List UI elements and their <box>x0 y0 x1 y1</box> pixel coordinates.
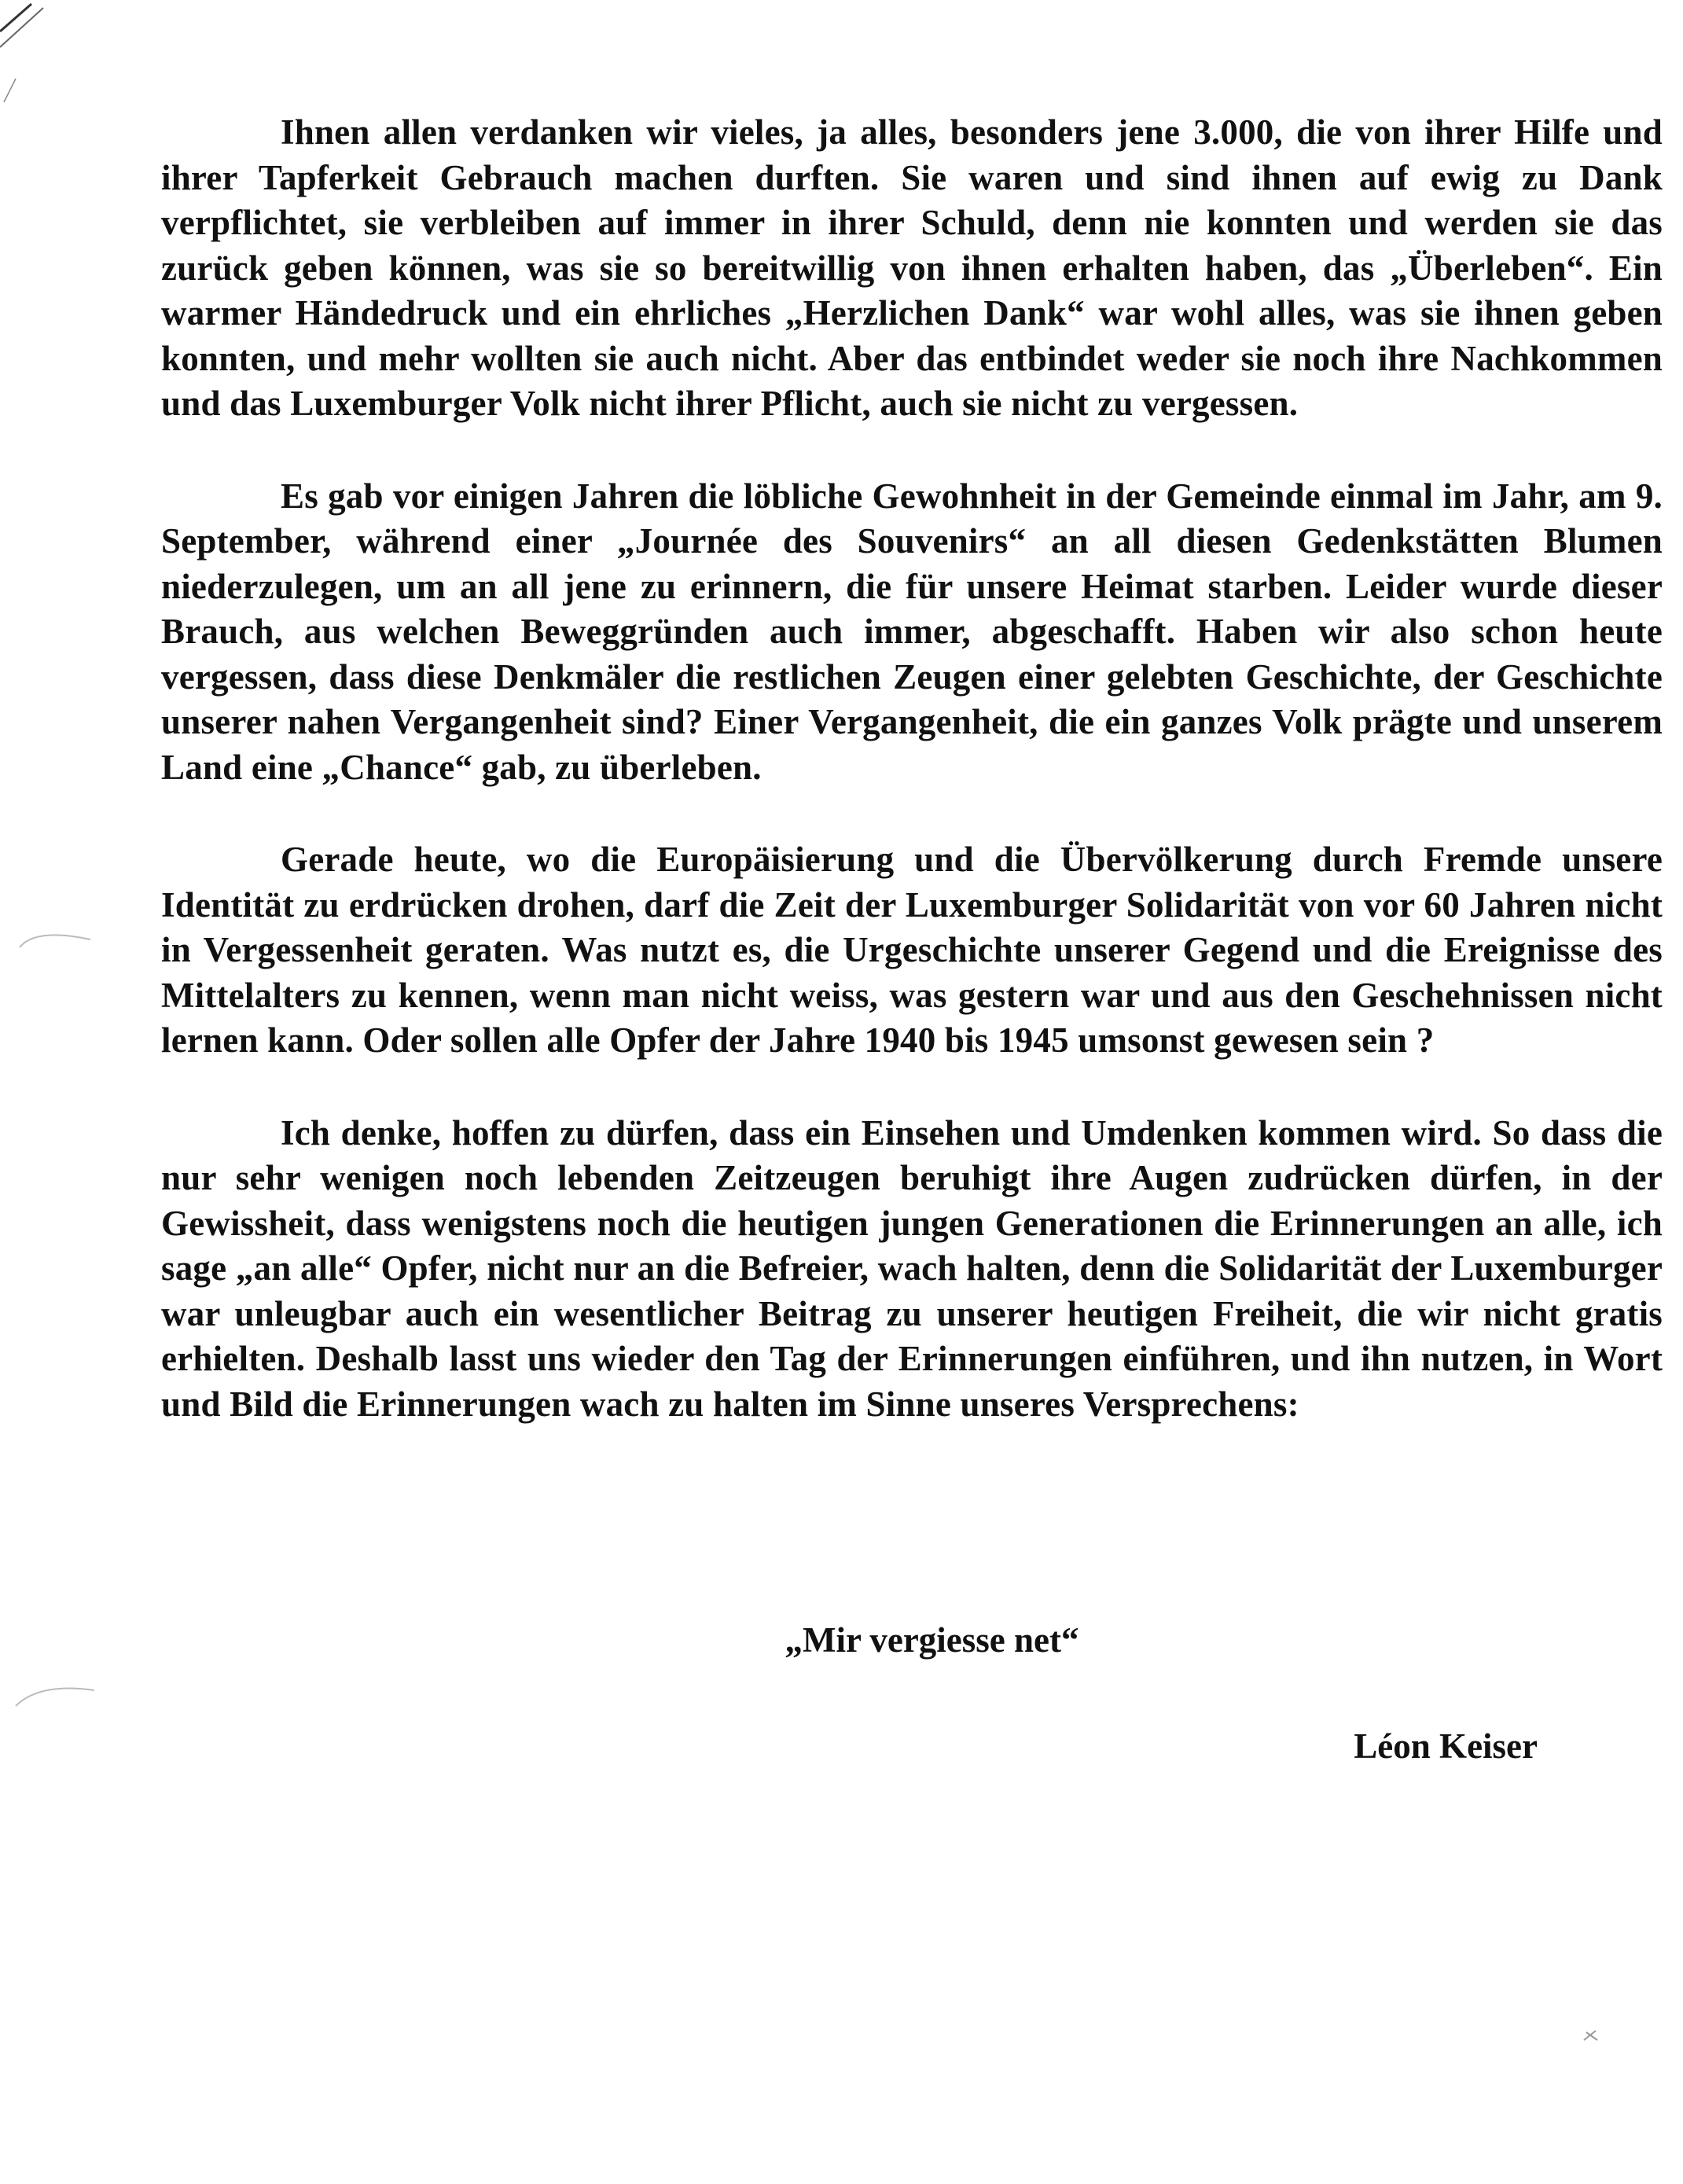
paragraph-1: Ihnen allen verdanken wir vieles, ja alles, besonders jene 3.000, die von ihrer Hilfe und ihrer Tapferkeit Gebrauch machen durften. Sie waren und sind ihnen auf ewig zu Dank verpflichtet, sie verbleiben auf immer in ihrer Schuld, denn nie konnten und werden sie das zurück geben können, was sie so bereitwillig von ihnen erhalten haben, das „Überleben“. Ein warmer Händedruck und ein ehrliches „Herzlichen Dank“ war wohl alles, was sie ihnen geben konnten, und mehr wollten sie auch nicht. Aber das entbindet weder sie noch ihre Nachkommen und das Luxemburger Volk nicht ihrer Pflicht, auch sie nicht zu vergessen. <box>161 112 1663 423</box>
paragraph-2: Es gab vor einigen Jahren die löbliche Gewohnheit in der Gemeinde einmal im Jahr, am 9. September, während einer „Journée des Souvenirs“ an all diesen Gedenkstätten Blumen niederzulegen, um an all jene zu erinnern, die für unsere Heimat starben. Leider wurde dieser Brauch, aus welchen Beweggründen auch immer, abgeschafft. Haben wir also schon heute vergessen, dass diese Denkmäler die restlichen Zeugen einer gelebten Geschichte, der Geschichte unserer nahen Vergangenheit sind? Einer Vergangenheit, die ein ganzes Volk prägte und unserem Land eine „Chance“ gab, zu überleben. <box>161 476 1663 787</box>
scan-edge-mark <box>12 924 98 955</box>
scan-dust-mark <box>1580 2024 1604 2048</box>
paragraph-3: Gerade heute, wo die Europäisierung und die Übervölkerung durch Fremde unsere Identität zu erdrücken drohen, darf die Zeit der Luxemburger Solidarität von vor 60 Jahren nicht in Vergessenheit geraten. Was nutzt es, die Urgeschichte unserer Gegend und die Ereignisse des Mittelalters zu kennen, wenn man nicht weiss, was gestern war und aus den Geschehnissen nicht lernen kann. Oder sollen alle Opfer der Jahre 1940 bis 1945 umsonst gewesen sein ? <box>161 840 1663 1060</box>
letter-body <box>161 110 1663 1474</box>
scan-edge-mark <box>8 1675 102 1722</box>
paragraph-4: Ich denke, hoffen zu dürfen, dass ein Einsehen und Umdenken kommen wird. So dass die nur sehr wenigen noch lebenden Zeitzeugen beruhigt ihre Augen zudrücken dürfen, in der Gewissheit, dass wenigstens noch die heutigen jungen Generationen die Erinnerungen an alle, ich sage „an alle“ Opfer, nicht nur an die Befreier, wach halten, denn die Solidarität der Luxemburger war unleugbar auch ein wesentlicher Beitrag zu unserer heutigen Freiheit, die wir nicht gratis erhielten. Deshalb lasst uns wieder den Tag der Erinnerungen einführen, und ihn nutzen, in Wort und Bild die Erinnerungen wach zu halten im Sinne unseres Versprechens: <box>161 1112 1663 1424</box>
author-signature: Léon Keiser <box>1354 1726 1538 1766</box>
scan-corner-mark <box>0 0 94 110</box>
motto: „Mir vergiesse net“ <box>785 1620 1079 1660</box>
